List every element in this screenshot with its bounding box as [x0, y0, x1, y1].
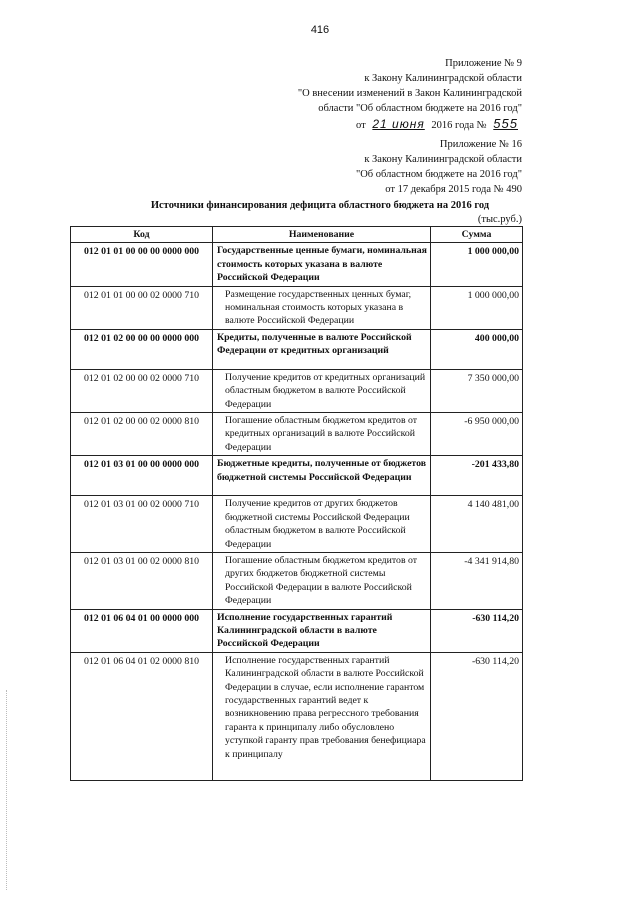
row-code: 012 01 03 01 00 02 0000 810 [71, 552, 213, 609]
row-name: Кредиты, полученные в валюте Российской Федерации от кредитных организаций [213, 329, 431, 369]
appendix-16-line3: "Об областном бюджете на 2016 год" [355, 169, 522, 180]
row-name: Государственные ценные бумаги, номинальная стоимость которых указана в валюте Российской Федерации [213, 243, 431, 286]
financing-sources-table [70, 226, 523, 781]
table-row [71, 369, 523, 412]
row-name: Погашение областным бюджетом кредитов от кредитных организаций в валюте Российской Федерации [213, 413, 431, 456]
table-row [71, 652, 523, 780]
row-name: Погашение областным бюджетом кредитов от других бюджетов бюджетной системы Российской Федерации в валюте Российской Федерации [213, 552, 431, 609]
date-suffix: 2016 года № [431, 120, 487, 131]
table-title: Источники финансирования дефицита областного бюджета на 2016 год [150, 200, 490, 211]
handwritten-number: 555 [493, 116, 518, 131]
appendix-16-line4: от 17 декабря 2015 года № 490 [385, 184, 522, 195]
row-name: Исполнение государственных гарантий Калининградской области в валюте Российской Федерации в случае, если исполнение гарантом государственных гарантий ведет к возникновению права регрессного требования гаранта к принципалу либо обусловлено уступкой гаранту прав требования бенефициара к принципалу [213, 652, 431, 780]
row-code: 012 01 01 00 00 00 0000 000 [71, 243, 213, 286]
scan-margin-marks [6, 690, 8, 890]
handwritten-date: 21 июня [372, 117, 425, 131]
row-code: 012 01 06 04 01 02 0000 810 [71, 652, 213, 780]
row-code: 012 01 02 00 00 02 0000 710 [71, 369, 213, 412]
row-sum: 400 000,00 [431, 329, 523, 369]
row-sum: 1 000 000,00 [431, 243, 523, 286]
appendix-16-line2: к Закону Калининградской области [364, 154, 522, 165]
appendix-9-date-line [298, 116, 522, 133]
row-sum: -4 341 914,80 [431, 552, 523, 609]
header-name: Наименование [213, 227, 431, 243]
row-sum: -201 433,80 [431, 456, 523, 496]
row-sum: 4 140 481,00 [431, 496, 523, 553]
table-row [71, 609, 523, 652]
table-header-row [71, 227, 523, 243]
row-code: 012 01 06 04 01 00 0000 000 [71, 609, 213, 652]
header-sum: Сумма [431, 227, 523, 243]
row-code: 012 01 01 00 00 02 0000 710 [71, 286, 213, 329]
appendix-16-header [356, 137, 522, 197]
table-row [71, 413, 523, 456]
row-sum: -6 950 000,00 [431, 413, 523, 456]
date-prefix: от [356, 120, 366, 131]
row-sum: 7 350 000,00 [431, 369, 523, 412]
row-name: Размещение государственных ценных бумаг, номинальная стоимость которых указана в валюте Российской Федерации [213, 286, 431, 329]
appendix-9-line2: к Закону Калининградской области [364, 73, 522, 84]
row-code: 012 01 03 01 00 00 0000 000 [71, 456, 213, 496]
row-name: Получение кредитов от других бюджетов бюджетной системы Российской Федерации областным бюджетом в валюте Российской Федерации [213, 496, 431, 553]
header-code: Код [71, 227, 213, 243]
row-sum: -630 114,20 [431, 652, 523, 780]
appendix-9-header [298, 56, 522, 133]
row-name: Исполнение государственных гарантий Калининградской области в валюте Российской Федерации [213, 609, 431, 652]
row-code: 012 01 02 00 00 02 0000 810 [71, 413, 213, 456]
row-sum: -630 114,20 [431, 609, 523, 652]
page-number: 416 [310, 24, 330, 36]
row-code: 012 01 02 00 00 00 0000 000 [71, 329, 213, 369]
table-row [71, 329, 523, 369]
table-row [71, 496, 523, 553]
table-row [71, 286, 523, 329]
row-name: Получение кредитов от кредитных организаций областным бюджетом в валюте Российской Федерации [213, 369, 431, 412]
row-name: Бюджетные кредиты, полученные от бюджетов бюджетной системы Российской Федерации [213, 456, 431, 496]
table-row [71, 552, 523, 609]
table-row [71, 456, 523, 496]
table-row [71, 243, 523, 286]
units-label: (тыс.руб.) [477, 214, 522, 225]
appendix-9-line3: "О внесении изменений в Закон Калининградской [297, 88, 522, 99]
row-sum: 1 000 000,00 [431, 286, 523, 329]
row-code: 012 01 03 01 00 02 0000 710 [71, 496, 213, 553]
appendix-16-line1: Приложение № 16 [439, 139, 522, 150]
appendix-9-line1: Приложение № 9 [445, 58, 522, 69]
appendix-9-line4: области "Об областном бюджете на 2016 год" [318, 103, 522, 114]
